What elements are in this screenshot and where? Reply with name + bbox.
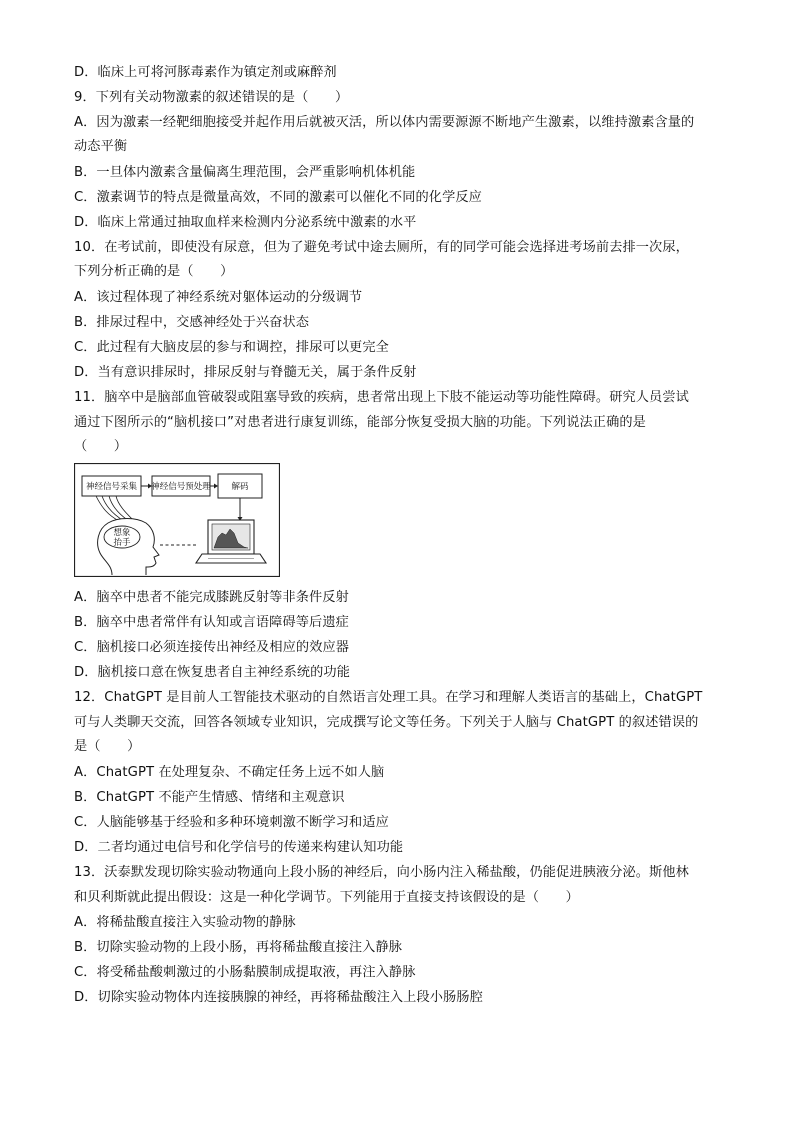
q9-stem: 9．下列有关动物激素的叙述错误的是（ ） [74, 90, 349, 105]
q9-option-c: C．激素调节的特点是微量高效，不同的激素可以催化不同的化学反应 [74, 190, 482, 205]
q11-answer-bracket: （ ） [74, 439, 128, 454]
signal-acquisition-label: 神经信号采集 [85, 482, 138, 492]
q13-stem-continued: 和贝利斯就此提出假设：这是一种化学调节。下列能用于直接支持该假设的是（ ） [74, 890, 579, 905]
q11-option-d: D．脑机接口意在恢复患者自主神经系统的功能 [74, 665, 351, 680]
q10-stem: 10．在考试前，即使没有尿意，但为了避免考试中途去厕所，有的同学可能会选择进考场前去排一次尿， [74, 240, 689, 255]
q13-option-d: D．切除实验动物体内连接胰腺的神经，再将稀盐酸注入上段小肠肠腔 [74, 990, 483, 1005]
q9-option-a: A．因为激素一经靶细胞接受并起作用后就被灭活，所以体内需要源源不断地产生激素，以维持激素含量的 [74, 115, 695, 130]
q9-option-d: D．临床上常通过抽取血样来检测内分泌系统中激素的水平 [74, 215, 417, 230]
q11-stem: 11．脑卒中是脑部血管破裂或阻塞导致的疾病，患者常出现上下肢不能运动等功能性障碍。研究人员尝试 [74, 390, 689, 405]
q10-option-d: D．当有意识排尿时，排尿反射与脊髓无关，属于条件反射 [74, 365, 417, 380]
decoding-label: 解码 [231, 482, 249, 492]
thought-bubble-line1: 想象 [113, 528, 131, 538]
q10-option-a: A．该过程体现了神经系统对躯体运动的分级调节 [74, 290, 363, 305]
q11-stem-continued: 通过下图所示的“脑机接口”对患者进行康复训练，能部分恢复受损大脑的功能。下列说法正确的是 [74, 415, 646, 430]
q11-option-a: A．脑卒中患者不能完成膝跳反射等非条件反射 [74, 590, 349, 605]
q12-stem: 12．ChatGPT 是目前人工智能技术驱动的自然语言处理工具。在学习和理解人类语言的基础上，ChatGPT [74, 690, 703, 705]
q10-option-b: B．排尿过程中，交感神经处于兴奋状态 [74, 315, 310, 330]
q11-option-c: C．脑机接口必须连接传出神经及相应的效应器 [74, 640, 350, 655]
q13-option-a: A．将稀盐酸直接注入实验动物的静脉 [74, 915, 296, 930]
q12-option-c: C．人脑能够基于经验和多种环境刺激不断学习和适应 [74, 815, 389, 830]
q10-option-c: C．此过程有大脑皮层的参与和调控，排尿可以更完全 [74, 340, 389, 355]
brain-computer-interface-figure [74, 463, 280, 577]
q12-option-b: B．ChatGPT 不能产生情感、情绪和主观意识 [74, 790, 345, 805]
q9-option-a-continued: 动态平衡 [74, 139, 128, 154]
thought-bubble-line2: 抬手 [113, 538, 131, 548]
q9-option-b: B．一旦体内激素含量偏离生理范围，会严重影响机体机能 [74, 165, 416, 180]
q12-stem-continued: 可与人类聊天交流，回答各领域专业知识，完成撰写论文等任务。下列关于人脑与 ChatGPT 的叙述错误的 [74, 715, 699, 730]
q13-option-c: C．将受稀盐酸刺激过的小肠黏膜制成提取液，再注入静脉 [74, 965, 416, 980]
q10-stem-continued: 下列分析正确的是（ ） [74, 264, 234, 279]
signal-preprocessing-label: 神经信号预处理 [151, 482, 211, 492]
q13-option-b: B．切除实验动物的上段小肠，再将稀盐酸直接注入静脉 [74, 940, 403, 955]
q12-option-a: A．ChatGPT 在处理复杂、不确定任务上远不如人脑 [74, 765, 385, 780]
q13-stem: 13．沃泰默发现切除实验动物通向上段小肠的神经后，向小肠内注入稀盐酸，仍能促进胰液分泌。斯他林 [74, 865, 689, 880]
q12-option-d: D．二者均通过电信号和化学信号的传递来构建认知功能 [74, 840, 404, 855]
q8-option-d: D．临床上可将河豚毒素作为镇定剂或麻醉剂 [74, 65, 337, 80]
q12-answer-bracket: 是（ ） [74, 739, 141, 754]
q11-option-b: B．脑卒中患者常伴有认知或言语障碍等后遗症 [74, 615, 349, 630]
